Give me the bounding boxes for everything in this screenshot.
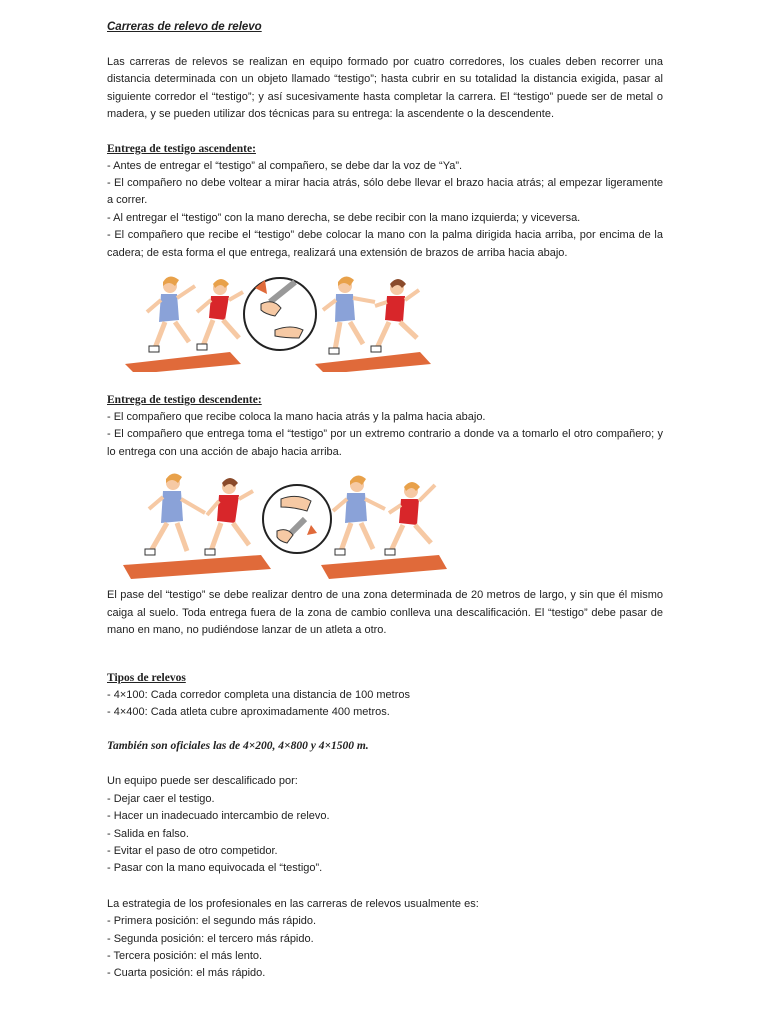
descalificado-item: - Hacer un inadecuado intercambio de relevo. (107, 810, 330, 823)
spacer (107, 721, 663, 738)
spacer (107, 372, 663, 392)
descalificado-intro: Un equipo puede ser descalificado por: (107, 775, 298, 788)
descendente-heading: Entrega de testigo descendente: (107, 394, 262, 407)
hand-detail-icon (244, 278, 316, 350)
ascending-handoff-illustration (125, 272, 435, 372)
oficiales-note: También son oficiales las de 4×200, 4×800 y 4×1500 m. (107, 740, 369, 753)
estrategia-item: - Tercera posición: el más lento. (107, 949, 263, 962)
descalificado-item: - Evitar el paso de otro competidor. (107, 844, 278, 857)
intro-paragraph: Las carreras de relevos se realizan en equipo formado por cuatro corredores, los cuales deben recorrer una distancia determinada con un objeto llamado “testigo”; hasta cubrir en su totalidad la distancia exigida, pasar al siguiente corredor el “testigo”; y así sucesivamente hasta completar la carrera. El “testigo” puede ser de metal o madera, y se pueden utilizar dos técnicas para su entrega: la ascendente o la descendente. (107, 56, 663, 121)
document-title: Carreras de relevo de relevo (107, 21, 262, 33)
track-strip-icon (321, 555, 447, 579)
hand-detail-icon (263, 485, 331, 553)
ascendente-item: - El compañero que recibe el “testigo” debe colocar la mano con la palma dirigida hacia arriba, por encima de la cadera; de esta forma el que entrega, realizará una extensión de brazos de arriba hacia abajo. (107, 229, 663, 259)
track-strip-icon (123, 555, 271, 579)
runner-red-icon (371, 279, 419, 352)
zona-paragraph: El pase del “testigo” se debe realizar dentro de una zona determinada de 20 metros de largo, y sin que él mismo caiga al suelo. Toda entrega fuera de la zona de cambio conlleva una descalificación. El “testigo” debe pasar de mano en mano, no pudiéndose lanzar de un atleta a otro. (107, 589, 663, 637)
tipos-heading: Tipos de relevos (107, 671, 186, 684)
runner-red-icon (205, 478, 253, 555)
spacer (107, 124, 663, 141)
tipos-item: - 4×400: Cada atleta cubre aproximadamente 400 metros. (107, 705, 390, 718)
spacer (107, 640, 663, 670)
runner-red-icon (197, 279, 243, 350)
estrategia-item: - Cuarta posición: el más rápido. (107, 967, 266, 980)
estrategia-item: - Segunda posición: el tercero más rápido. (107, 932, 314, 945)
ascendente-item: - Al entregar el “testigo” con la mano derecha, se debe recibir con la mano izquierda; y viceversa. (107, 211, 581, 224)
spacer (107, 755, 663, 773)
document-page (107, 18, 663, 983)
descending-handoff-illustration (121, 469, 451, 581)
descalificado-item: - Dejar caer el testigo. (107, 792, 215, 805)
runner-blue-icon (145, 474, 205, 556)
descalificado-item: - Salida en falso. (107, 827, 189, 840)
spacer (107, 36, 663, 54)
track-strip-icon (315, 352, 431, 372)
ascendente-item: - El compañero no debe voltear a mirar hacia atrás, sólo debe llevar el brazo hacia atrás; al empezar ligeramente a correr. (107, 177, 663, 207)
descendente-item: - El compañero que entrega toma el “testigo” por un extremo contrario a donde va a tomarlo el otro compañero; y lo entrega con una acción de abajo hacia arriba. (107, 428, 663, 458)
ascendente-heading: Entrega de testigo ascendente: (107, 142, 256, 155)
runner-red-icon (385, 482, 435, 555)
runner-blue-icon (333, 476, 385, 556)
estrategia-intro: La estrategia de los profesionales en las carreras de relevos usualmente es: (107, 897, 479, 910)
tipos-item: - 4×100: Cada corredor completa una distancia de 100 metros (107, 688, 410, 701)
descendente-item: - El compañero que recibe coloca la mano hacia atrás y la palma hacia abajo. (107, 411, 486, 424)
runner-blue-icon (323, 277, 375, 355)
estrategia-item: - Primera posición: el segundo más rápido. (107, 915, 317, 928)
runner-blue-icon (147, 277, 195, 353)
track-strip-icon (125, 352, 241, 372)
spacer (107, 878, 663, 896)
descalificado-item: - Pasar con la mano equivocada el “testigo”. (107, 862, 323, 875)
ascendente-item: - Antes de entregar el “testigo” al compañero, se debe dar la voz de “Ya”. (107, 159, 463, 172)
